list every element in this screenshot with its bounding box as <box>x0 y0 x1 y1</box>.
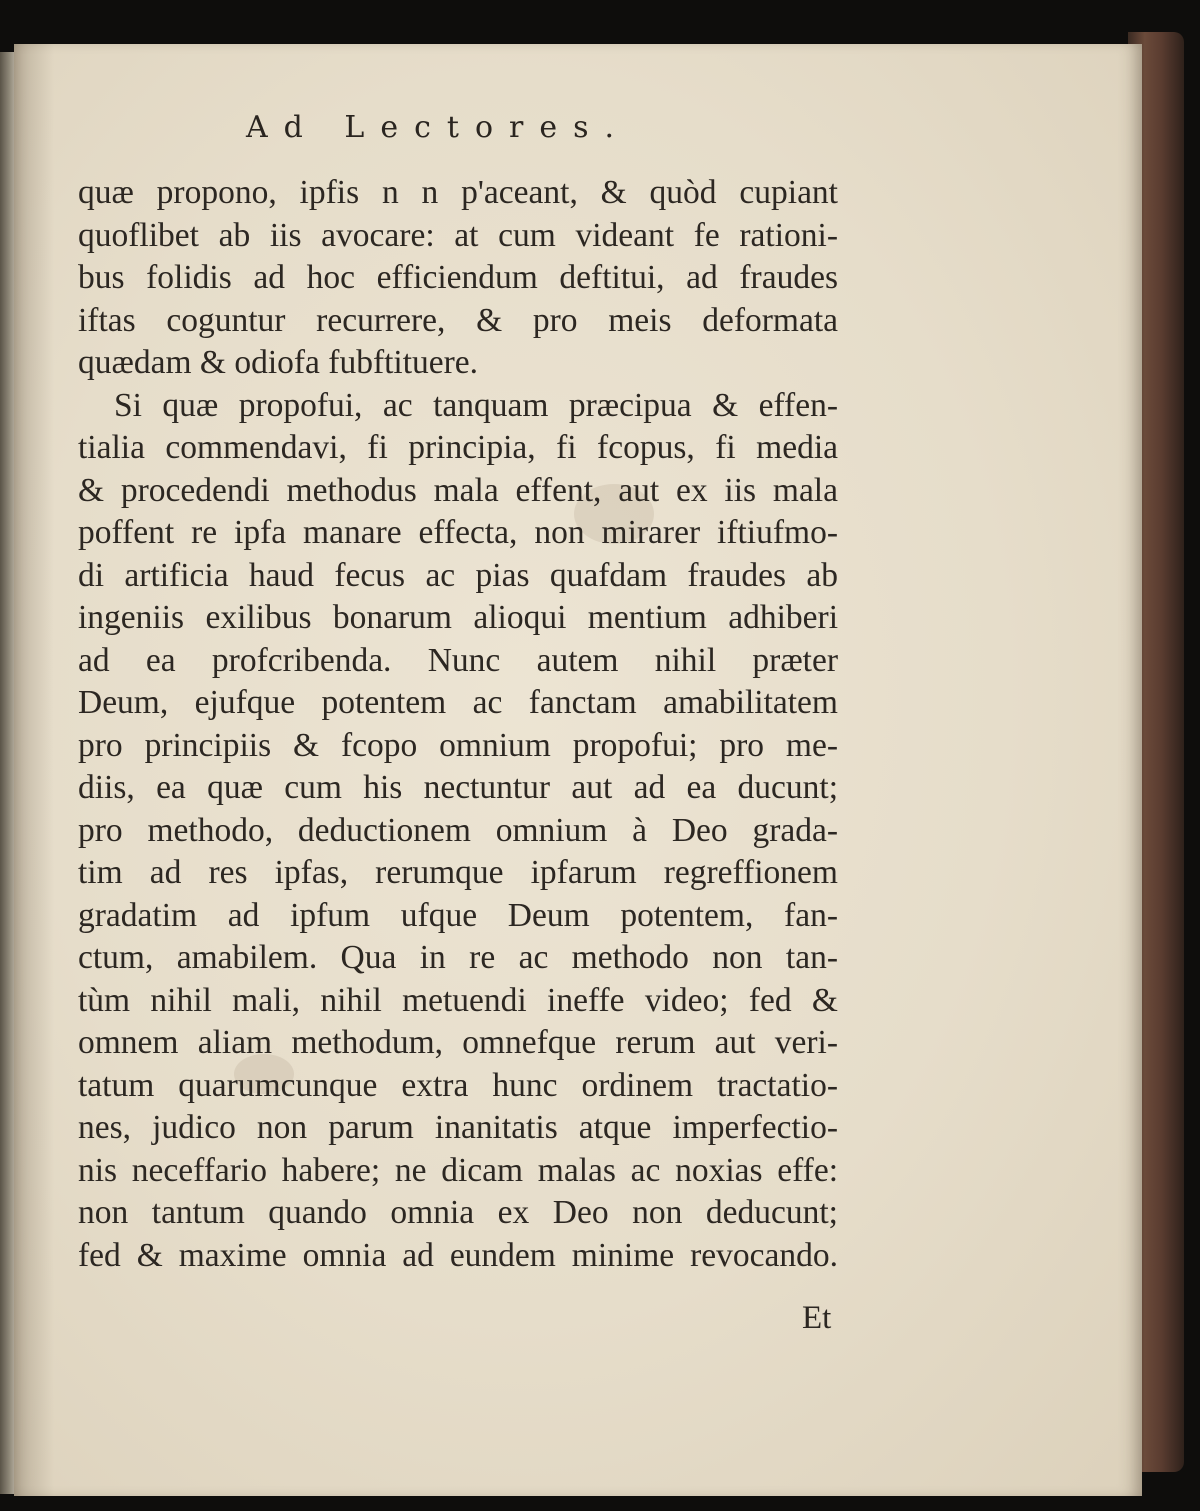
text-line: tialia commendavi, fi principia, fi fcopus, fi media <box>78 429 838 466</box>
text-line: Deum, ejufque potentem ac fanctam amabilitatem <box>78 684 838 721</box>
text-line: iftas coguntur recurrere, & pro meis deformata <box>78 301 838 339</box>
catchword: Et <box>802 1300 832 1336</box>
text-line: non tantum quando omnia ex Deo non deducunt; <box>78 1194 838 1231</box>
gutter-shadow <box>14 44 54 1496</box>
text-line: quæ propono, ipfis n n p'aceant, & quòd cupiant <box>78 174 838 211</box>
text-line: quædam & odiofa fubftituere. <box>78 344 479 381</box>
text-line: quoflibet ab iis avocare: at cum videant fe rationi- <box>78 216 838 254</box>
text-line: pro methodo, deductionem omnium à Deo grada- <box>78 811 838 849</box>
book-page <box>14 44 1142 1496</box>
text-line: bus folidis ad hoc efficiendum deftitui, ad fraudes <box>78 259 838 296</box>
text-line: Si quæ propofui, ac tanquam præcipua & effen- <box>114 386 838 424</box>
text-line: pro principiis & fcopo omnium propofui; pro me- <box>78 726 838 764</box>
text-line: fed & maxime omnia ad eundem minime revocando. <box>78 1236 838 1274</box>
text-line: tim ad res ipfas, rerumque ipfarum regreffionem <box>78 854 838 891</box>
text-line: ingeniis exilibus bonarum alioqui mentium adhiberi <box>78 599 838 636</box>
text-line: di artificia haud fecus ac pias quafdam fraudes ab <box>78 556 838 594</box>
text-line: poffent re ipfa manare effecta, non mirarer iftiufmo- <box>78 514 838 551</box>
text-line: tùm nihil mali, nihil metuendi ineffe video; fed & <box>78 981 838 1019</box>
text-line: omnem aliam methodum, omnefque rerum aut veri- <box>78 1024 838 1061</box>
text-line: ad ea profcribenda. Nunc autem nihil præter <box>78 641 838 679</box>
running-head: Ad Lectores. <box>246 110 631 145</box>
text-line: nes, judico non parum inanitatis atque imperfectio- <box>78 1109 838 1146</box>
text-line: ctum, amabilem. Qua in re ac methodo non tan- <box>78 939 838 976</box>
body-text <box>78 172 838 1277</box>
text-line: & procedendi methodus mala effent, aut ex iis mala <box>78 471 838 509</box>
text-line: tatum quarumcunque extra hunc ordinem tractatio- <box>78 1066 838 1104</box>
text-line: nis neceffario habere; ne dicam malas ac noxias effe: <box>78 1151 838 1189</box>
text-line: gradatim ad ipfum ufque Deum potentem, fan- <box>78 896 838 934</box>
text-line: diis, ea quæ cum his nectuntur aut ad ea ducunt; <box>78 769 838 806</box>
